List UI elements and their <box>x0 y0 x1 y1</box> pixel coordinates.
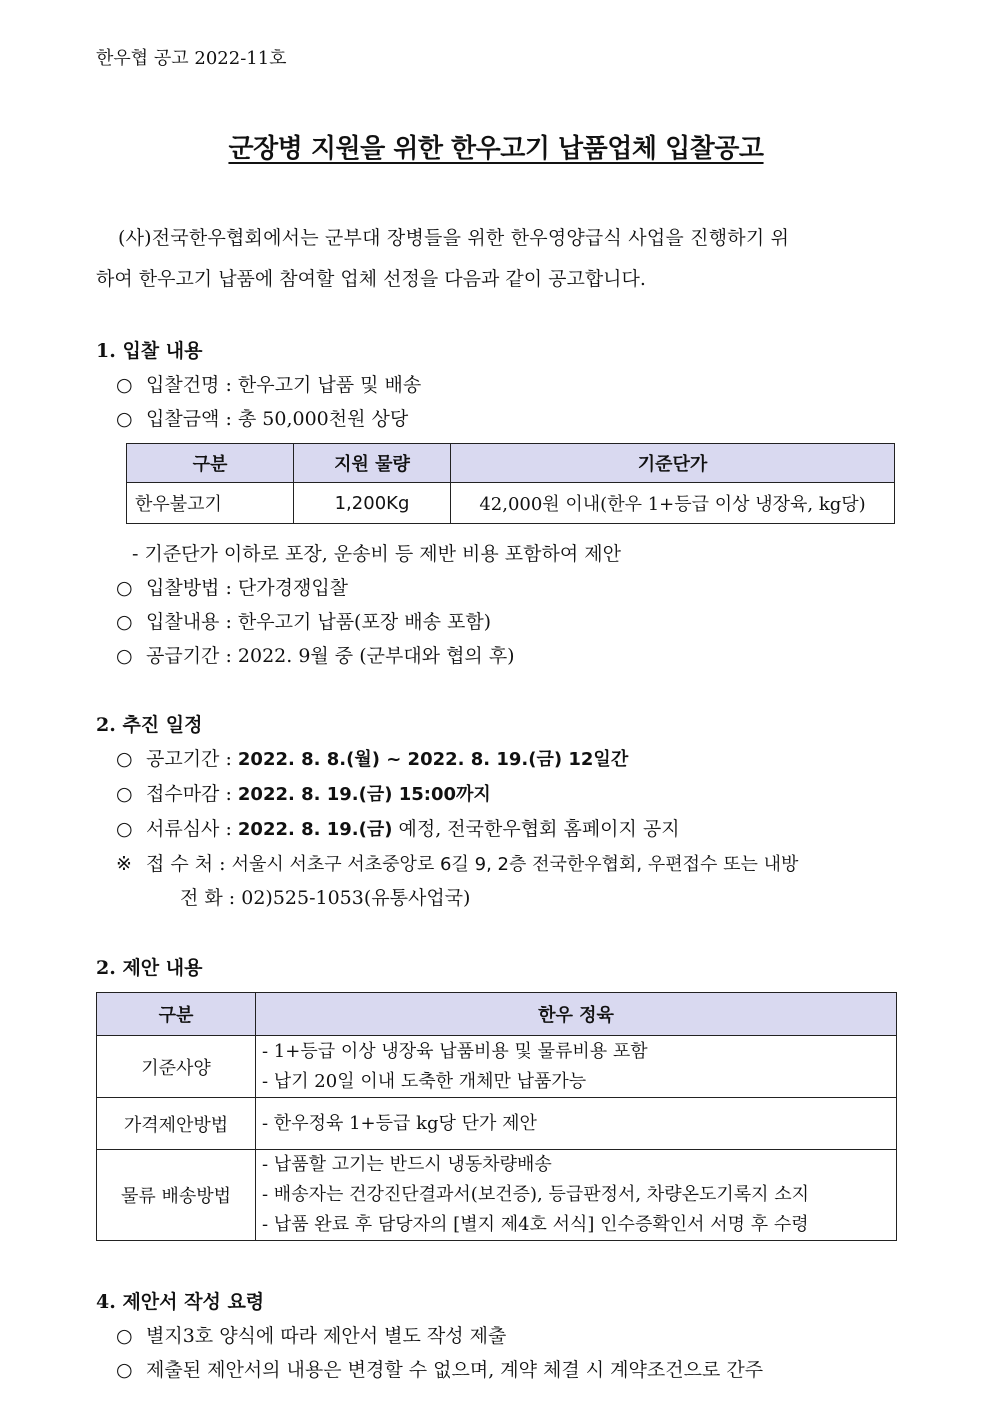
section-3-heading: 2. 제안 내용 <box>96 957 203 979</box>
proposal-row-label: 가격제안방법 <box>97 1098 256 1150</box>
section-4-item-1: ○ 별지3호 양식에 따라 제안서 별도 작성 제출 <box>116 1325 507 1347</box>
intro-line-1: (사)전국한우협회에서는 군부대 장병들을 위한 한우영양급식 사업을 진행하기 위 <box>118 227 790 249</box>
proposal-row-label: 기준사양 <box>97 1036 256 1098</box>
bid-table-header: 기준단가 <box>451 444 895 483</box>
bid-table-cell: 한우불고기 <box>127 483 294 524</box>
section-2-item-1: ○ 공고기간 : 2022. 8. 8.(월) ~ 2022. 8. 19.(금) 12일간 <box>116 748 629 770</box>
proposal-row-content: - 1+등급 이상 냉장육 납품비용 및 물류비용 포함 - 납기 20일 이내 도축한 개체만 납품가능 <box>256 1036 897 1098</box>
bid-table-header: 구분 <box>127 444 294 483</box>
section-1-item-2: ○ 입찰금액 : 총 50,000천원 상당 <box>116 408 409 430</box>
notice-number: 한우협 공고 2022-11호 <box>96 48 287 69</box>
bid-table-header: 지원 물량 <box>294 444 451 483</box>
section-1-item-1: ○ 입찰건명 : 한우고기 납품 및 배송 <box>116 374 422 396</box>
proposal-table-header: 구분 <box>97 993 256 1036</box>
circle-bullet-icon: ○ <box>116 748 133 770</box>
section-1-item-4: ○ 입찰내용 : 한우고기 납품(포장 배송 포함) <box>116 611 492 633</box>
bid-table <box>126 443 895 524</box>
proposal-table <box>96 992 897 1241</box>
proposal-row-label: 물류 배송방법 <box>97 1150 256 1241</box>
section-4-item-2: ○ 제출된 제안서의 내용은 변경할 수 없으며, 계약 체결 시 계약조건으로 간주 <box>116 1359 764 1381</box>
circle-bullet-icon: ○ <box>116 645 133 667</box>
circle-bullet-icon: ○ <box>116 1359 133 1381</box>
section-4-heading: 4. 제안서 작성 요령 <box>96 1291 265 1313</box>
proposal-table-header: 한우 정육 <box>256 993 897 1036</box>
section-2-phone: 전 화 : 02)525-1053(유통사업국) <box>180 887 471 909</box>
proposal-row-content: - 한우정육 1+등급 kg당 단가 제안 <box>256 1098 897 1150</box>
intro-line-2: 하여 한우고기 납품에 참여할 업체 선정을 다음과 같이 공고합니다. <box>96 268 646 290</box>
circle-bullet-icon: ○ <box>116 577 133 599</box>
section-1-item-3: ○ 입찰방법 : 단가경쟁입찰 <box>116 577 349 599</box>
bid-table-cell: 42,000원 이내(한우 1+등급 이상 냉장육, kg당) <box>451 483 895 524</box>
circle-bullet-icon: ○ <box>116 374 133 396</box>
section-2-item-3: ○ 서류심사 : 2022. 8. 19.(금) 예정, 전국한우협회 홈페이지 공지 <box>116 818 680 840</box>
circle-bullet-icon: ○ <box>116 1325 133 1347</box>
circle-bullet-icon: ○ <box>116 611 133 633</box>
proposal-row-content: - 납품할 고기는 반드시 냉동차량배송 - 배송자는 건강진단결과서(보건증), 등급판정서, 차량온도기록지 소지 - 납품 완료 후 담당자의 [별지 제4호 서식] 인수증확인서 서명 후 수령 <box>256 1150 897 1241</box>
bid-table-cell: 1,200Kg <box>294 483 451 524</box>
section-2-heading: 2. 추진 일정 <box>96 714 203 736</box>
reference-mark-icon: ※ <box>116 853 132 875</box>
section-1-note: - 기준단가 이하로 포장, 운송비 등 제반 비용 포함하여 제안 <box>132 543 621 565</box>
page-title: 군장병 지원을 위한 한우고기 납품업체 입찰공고 <box>228 134 764 164</box>
section-1-item-5: ○ 공급기간 : 2022. 9월 중 (군부대와 협의 후) <box>116 645 515 667</box>
circle-bullet-icon: ○ <box>116 818 133 840</box>
intro-paragraph <box>96 218 789 300</box>
section-2-address: ※ 접 수 처 : 서울시 서초구 서초중앙로 6길 9, 2층 전국한우협회, 우편접수 또는 내방 <box>116 853 799 875</box>
section-2-item-2: ○ 접수마감 : 2022. 8. 19.(금) 15:00까지 <box>116 783 491 805</box>
circle-bullet-icon: ○ <box>116 408 133 430</box>
section-1-heading: 1. 입찰 내용 <box>96 340 203 362</box>
circle-bullet-icon: ○ <box>116 783 133 805</box>
